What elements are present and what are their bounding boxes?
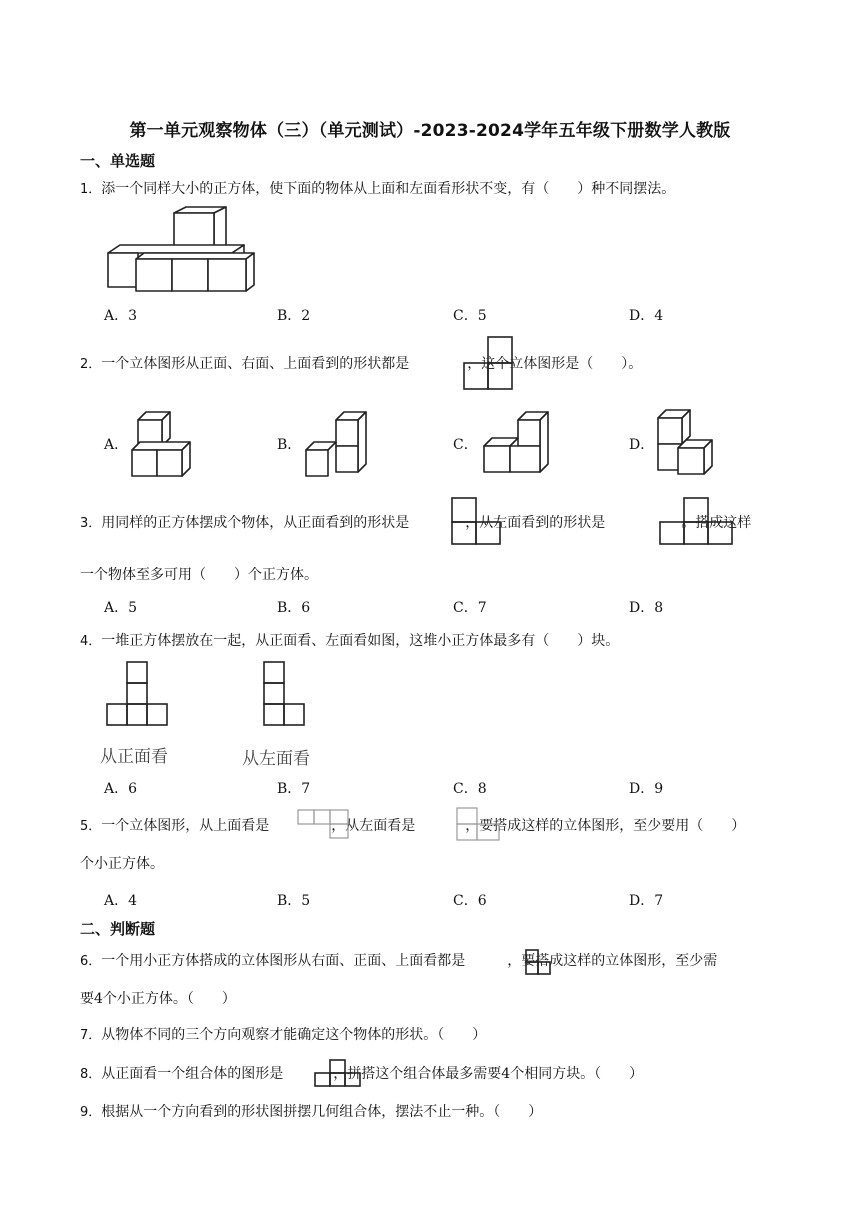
question-text: ，从左面看是: [331, 818, 416, 834]
question-text: ，要搭成这样的立体图形，至少需: [507, 953, 718, 969]
q2-option-b-figure: [302, 408, 368, 480]
question-text: 一堆正方体摆放在一起，从正面看、左面看如图，这堆小正方体最多有（ ）块。: [101, 633, 620, 649]
question-8: [80, 1063, 800, 1086]
q2-option-d-figure: [654, 406, 718, 480]
question-number: 3．: [80, 516, 102, 531]
q2-option-a-figure: [130, 408, 194, 478]
question-text: ，拼搭这个组合体最多需要4个相同方块。（ ）: [333, 1066, 644, 1082]
question-text: 根据从一个方向看到的形状图拼摆几何组合体，摆法不止一种。（ ）: [101, 1104, 543, 1120]
section-single-choice: 一、单选题: [80, 152, 156, 170]
q8-front-view: [314, 1058, 364, 1090]
question-text: 从物体不同的三个方向观察才能确定这个物体的形状。（ ）: [101, 1027, 487, 1043]
q4-option-d[interactable]: D．9: [629, 781, 664, 797]
question-number: 8．: [80, 1067, 102, 1082]
question-text: 一个用小正方体搭成的立体图形从右面、正面、上面看都是: [101, 953, 466, 969]
q1-option-d[interactable]: D．4: [629, 308, 664, 324]
q1-option-a[interactable]: A．3: [104, 308, 138, 324]
question-5-line2: 个小正方体。: [80, 856, 164, 872]
question-text: ，从左面看到的形状是: [465, 515, 606, 531]
q4-option-a[interactable]: A．6: [104, 781, 138, 797]
q2-option-c-figure: [482, 408, 552, 478]
question-6: [80, 950, 800, 973]
q2-option-c[interactable]: C．: [453, 437, 478, 453]
page-title: 第一单元观察物体（三）（单元测试）-2023-2024学年五年级下册数学人教版: [129, 121, 731, 141]
question-number: 4．: [80, 634, 102, 649]
question-4: [80, 630, 800, 653]
q4-option-b[interactable]: B．7: [277, 781, 311, 797]
q4-left-view: [262, 660, 306, 728]
q6-view-shape: [524, 948, 556, 976]
q5-left-view: [455, 806, 503, 844]
question-9: [80, 1101, 800, 1124]
q3-option-b[interactable]: B．6: [277, 600, 311, 616]
q5-option-c[interactable]: C．6: [453, 893, 487, 909]
q2-option-d[interactable]: D．: [629, 437, 655, 453]
question-number: 6．: [80, 954, 102, 969]
question-number: 2．: [80, 357, 102, 372]
question-text: 一个立体图形，从上面看是: [101, 818, 270, 834]
q2-view-shape: [462, 334, 518, 392]
q5-option-b[interactable]: B．5: [277, 893, 311, 909]
q1-cube-figure: [104, 205, 264, 295]
q4-option-c[interactable]: C．8: [453, 781, 487, 797]
question-text: ，这个立体图形是（ ）。: [467, 356, 643, 372]
q3-option-c[interactable]: C．7: [453, 600, 487, 616]
question-6-line2: 要4个小正方体。（ ）: [80, 991, 236, 1007]
question-number: 7．: [80, 1028, 102, 1043]
q2-option-a[interactable]: A．: [104, 437, 129, 453]
q1-option-b[interactable]: B．2: [277, 308, 311, 324]
q5-option-a[interactable]: A．4: [104, 893, 138, 909]
question-number: 1．: [80, 182, 102, 197]
q1-option-c[interactable]: C．5: [453, 308, 487, 324]
section-true-false: 二、判断题: [80, 920, 156, 938]
q4-front-view: [106, 660, 170, 728]
question-5: [80, 815, 800, 838]
q5-top-view: [296, 808, 354, 842]
q3-left-view: [658, 496, 734, 548]
question-2: [80, 353, 800, 376]
question-1: [80, 178, 800, 201]
q3-option-d[interactable]: D．8: [629, 600, 664, 616]
q4-caption-front: 从正面看: [100, 747, 168, 767]
q5-option-d[interactable]: D．7: [629, 893, 664, 909]
question-text: 一个立体图形从正面、右面、上面看到的形状都是: [101, 356, 410, 372]
question-text: 添一个同样大小的正方体，使下面的物体从上面和左面看形状不变，有（ ）种不同摆法。: [101, 181, 676, 197]
question-text: 从正面看一个组合体的图形是: [101, 1066, 284, 1082]
question-7: [80, 1024, 800, 1047]
q3-front-view: [450, 496, 504, 548]
q3-option-a[interactable]: A．5: [104, 600, 138, 616]
question-3-line2: 一个物体至多可用（ ）个正方体。: [80, 567, 318, 583]
question-number: 5．: [80, 819, 102, 834]
q2-option-b[interactable]: B．: [277, 437, 302, 453]
q4-caption-left: 从左面看: [242, 749, 310, 769]
question-text: 。搭成这样: [681, 515, 752, 531]
question-text: ，要搭成这样的立体图形，至少要用（ ）: [465, 818, 746, 834]
question-text: 用同样的正方体摆成个物体，从正面看到的形状是: [101, 515, 410, 531]
question-number: 9．: [80, 1105, 102, 1120]
